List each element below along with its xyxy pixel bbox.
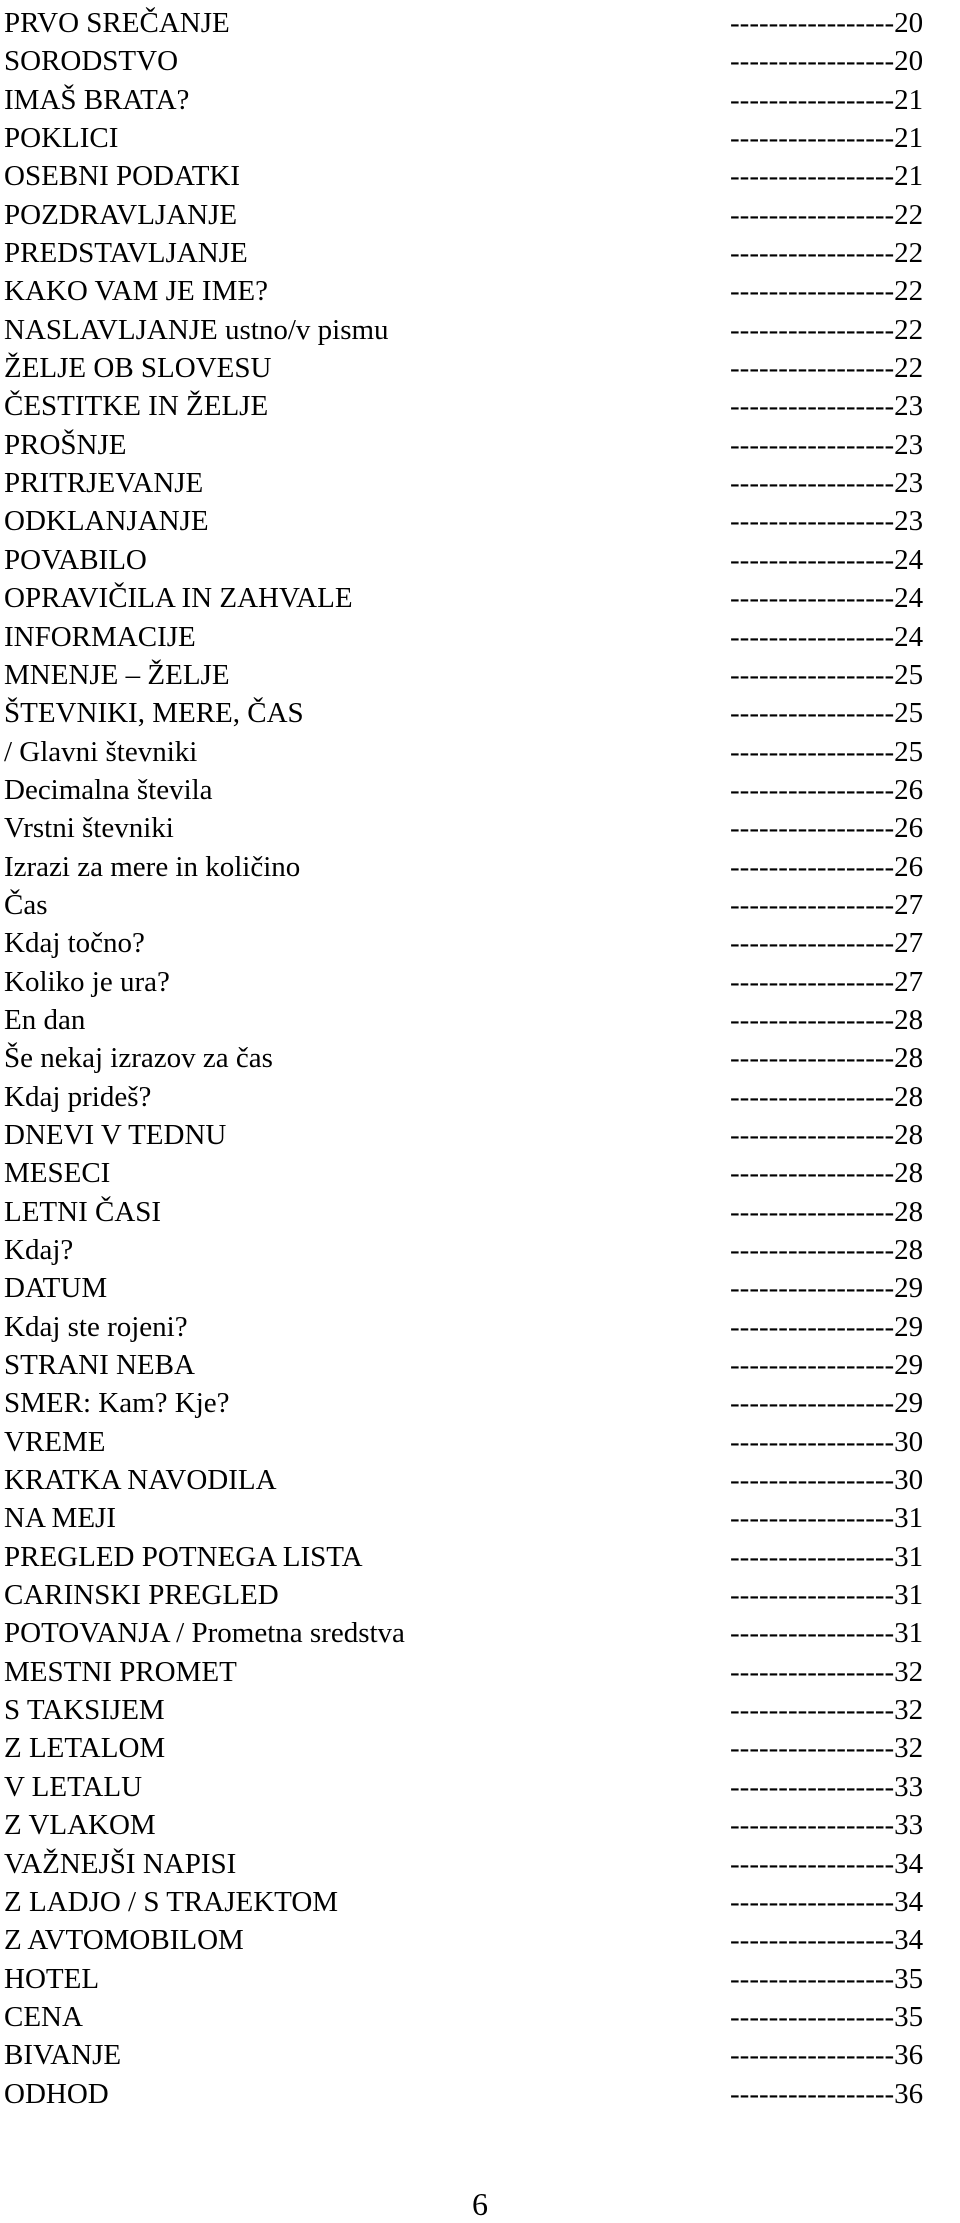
toc-entry-page-leader: -----------------25 [730,658,924,691]
toc-entry-title: Izrazi za mere in količino [4,850,301,883]
toc-entry-page-leader: -----------------22 [730,275,924,308]
toc-entry-title: En dan [4,1003,86,1036]
toc-entry-page-leader: -----------------24 [730,620,924,653]
toc-entry-page-leader: -----------------22 [730,237,924,270]
toc-entry-page-leader: -----------------33 [730,1809,924,1842]
toc-entry-title: OSEBNI PODATKI [4,160,241,193]
toc-entry-title: MESECI [4,1157,111,1190]
toc-entry-title: BIVANJE [4,2039,122,2072]
toc-entry-title: POKLICI [4,122,119,155]
toc-entry-title: NASLAVLJANJE ustno/v pismu [4,313,389,346]
toc-entry [4,4,954,42]
toc-entry-page-leader: -----------------34 [730,1885,924,1918]
toc-entry-page-leader: -----------------27 [730,888,924,921]
toc-entry [4,1308,954,1346]
toc-entry [4,1269,954,1307]
toc-entry [4,1576,954,1614]
toc-entry-title: PRVO SREČANJE [4,7,230,39]
toc-entry-page-leader: -----------------21 [730,122,924,155]
toc-entry-page-leader: -----------------34 [730,1847,924,1880]
toc-entry [4,656,954,694]
toc-entry-title: Še nekaj izrazov za čas [4,1042,273,1075]
toc-entry-title: Z VLAKOM [4,1809,156,1842]
toc-entry-title: ŠTEVNIKI, MERE, ČAS [4,697,304,730]
toc-entry-title: Kdaj prideš? [4,1080,152,1113]
toc-entry [4,1729,954,1767]
toc-entry-title: S TAKSIJEM [4,1694,165,1727]
toc-entry-page-leader: -----------------23 [730,390,924,423]
toc-entry-page-leader: -----------------22 [730,352,924,385]
toc-entry-title: HOTEL [4,1962,100,1995]
toc-entry [4,1116,954,1154]
toc-entry-title: Z LETALOM [4,1732,166,1765]
toc-entry [4,311,954,349]
toc-entry-page-leader: -----------------30 [730,1464,924,1497]
toc-entry [4,81,954,119]
table-of-contents [4,4,954,2113]
toc-entry [4,848,954,886]
toc-entry [4,1499,954,1537]
toc-entry-page-leader: -----------------28 [730,1003,924,1036]
toc-entry [4,1039,954,1077]
toc-entry [4,2036,954,2074]
toc-entry [4,426,954,464]
toc-entry-title: VREME [4,1425,106,1458]
toc-entry-page-leader: -----------------23 [730,505,924,538]
toc-entry-title: POVABILO [4,543,147,576]
toc-entry-page-leader: -----------------26 [730,773,924,806]
toc-entry [4,1883,954,1921]
toc-entry [4,694,954,732]
toc-entry [4,42,954,80]
toc-entry-title: Decimalna števila [4,773,213,806]
toc-entry [4,618,954,656]
toc-entry [4,1078,954,1116]
toc-entry-title: MESTNI PROMET [4,1655,237,1688]
toc-entry [4,1154,954,1192]
toc-entry-page-leader: -----------------24 [730,582,924,615]
toc-entry-page-leader: -----------------20 [730,7,924,39]
toc-entry-page-leader: -----------------22 [730,313,924,346]
toc-entry-title: ODHOD [4,2077,109,2110]
toc-entry-title: KRATKA NAVODILA [4,1464,277,1497]
toc-entry-page-leader: -----------------29 [730,1310,924,1343]
toc-entry-title: STRANI NEBA [4,1349,195,1382]
toc-entry-title: Z LADJO / S TRAJEKTOM [4,1885,339,1918]
toc-entry [4,1960,954,1998]
toc-entry-page-leader: -----------------28 [730,1157,924,1190]
toc-entry [4,886,954,924]
toc-entry-page-leader: -----------------29 [730,1272,924,1305]
toc-entry-title: / Glavni števniki [4,735,198,768]
toc-entry-title: ŽELJE OB SLOVESU [4,352,272,385]
toc-entry-page-leader: -----------------31 [730,1617,924,1650]
toc-entry [4,579,954,617]
toc-entry-title: SORODSTVO [4,45,179,78]
toc-entry-page-leader: -----------------27 [730,965,924,998]
toc-entry [4,1423,954,1461]
toc-entry-page-leader: -----------------21 [730,160,924,193]
toc-entry-page-leader: -----------------24 [730,543,924,576]
toc-entry-page-leader: -----------------30 [730,1425,924,1458]
toc-entry-page-leader: -----------------29 [730,1349,924,1382]
toc-entry [4,1346,954,1384]
toc-entry-title: Kdaj? [4,1234,74,1266]
toc-entry [4,1998,954,2036]
toc-entry-title: MNENJE – ŽELJE [4,658,230,691]
toc-entry [4,963,954,1001]
toc-entry-page-leader: -----------------25 [730,735,924,768]
toc-entry-title: PROŠNJE [4,428,127,461]
toc-entry [4,1653,954,1691]
toc-entry-page-leader: -----------------32 [730,1732,924,1765]
toc-entry-page-leader: -----------------28 [730,1234,924,1266]
toc-entry [4,234,954,272]
toc-entry-title: PRITRJEVANJE [4,467,204,500]
toc-entry-title: POZDRAVLJANJE [4,198,238,231]
toc-entry [4,502,954,540]
toc-entry-title: Kdaj ste rojeni? [4,1310,188,1343]
toc-entry-title: CARINSKI PREGLED [4,1579,279,1612]
toc-entry-page-leader: -----------------26 [730,850,924,883]
toc-entry [4,387,954,425]
toc-entry-page-leader: -----------------28 [730,1195,924,1228]
toc-entry-page-leader: -----------------25 [730,697,924,730]
toc-entry [4,1614,954,1652]
toc-entry-title: Vrstni števniki [4,812,174,845]
toc-entry-page-leader: -----------------29 [730,1387,924,1420]
toc-entry [4,1384,954,1422]
toc-entry [4,1461,954,1499]
toc-entry [4,733,954,771]
toc-entry-title: PREGLED POTNEGA LISTA [4,1540,363,1573]
toc-entry [4,809,954,847]
page-number: 6 [472,2186,488,2222]
toc-entry-page-leader: -----------------23 [730,467,924,500]
toc-entry-page-leader: -----------------36 [730,2039,924,2072]
toc-entry-page-leader: -----------------34 [730,1924,924,1957]
toc-entry-title: V LETALU [4,1770,143,1803]
toc-entry-page-leader: -----------------35 [730,1962,924,1995]
toc-entry [4,196,954,234]
toc-entry [4,2075,954,2113]
toc-entry [4,464,954,502]
toc-entry-page-leader: -----------------28 [730,1080,924,1113]
toc-entry-page-leader: -----------------23 [730,428,924,461]
toc-entry-page-leader: -----------------32 [730,1655,924,1688]
toc-entry-title: OPRAVIČILA IN ZAHVALE [4,582,353,615]
toc-entry-title: CENA [4,2000,83,2033]
toc-entry-page-leader: -----------------32 [730,1694,924,1727]
toc-entry-title: VAŽNEJŠI NAPISI [4,1847,237,1880]
toc-entry-page-leader: -----------------31 [730,1540,924,1573]
toc-entry [4,1691,954,1729]
toc-entry-page-leader: -----------------35 [730,2000,924,2033]
toc-entry-title: Koliko je ura? [4,965,170,998]
toc-entry-title: ODKLANJANJE [4,505,209,538]
toc-entry-title: LETNI ČASI [4,1195,162,1228]
toc-entry-title: DATUM [4,1272,108,1305]
toc-entry-page-leader: -----------------27 [730,927,924,960]
toc-entry [4,924,954,962]
toc-entry [4,119,954,157]
toc-entry [4,1231,954,1269]
toc-entry-title: POTOVANJA / Prometna sredstva [4,1617,405,1650]
toc-entry [4,272,954,310]
toc-entry-title: Čas [4,888,48,921]
toc-entry-page-leader: -----------------36 [730,2077,924,2110]
toc-entry-title: KAKO VAM JE IME? [4,275,268,308]
toc-entry-page-leader: -----------------31 [730,1502,924,1535]
toc-entry-title: SMER: Kam? Kje? [4,1387,230,1420]
toc-entry-title: Kdaj točno? [4,927,145,960]
toc-entry-page-leader: -----------------20 [730,45,924,78]
toc-entry-title: IMAŠ BRATA? [4,83,190,116]
toc-entry-page-leader: -----------------22 [730,198,924,231]
toc-entry-page-leader: -----------------21 [730,83,924,116]
toc-entry-page-leader: -----------------26 [730,812,924,845]
toc-entry-page-leader: -----------------33 [730,1770,924,1803]
toc-entry [4,771,954,809]
toc-entry [4,1845,954,1883]
toc-entry [4,1001,954,1039]
toc-entry [4,1193,954,1231]
toc-entry [4,1768,954,1806]
toc-entry-page-leader: -----------------31 [730,1579,924,1612]
toc-entry [4,349,954,387]
toc-entry-title: DNEVI V TEDNU [4,1118,227,1151]
toc-entry [4,541,954,579]
toc-entry [4,1921,954,1959]
toc-entry-title: PREDSTAVLJANJE [4,237,248,270]
toc-entry [4,157,954,195]
toc-entry [4,1806,954,1844]
toc-entry-title: INFORMACIJE [4,620,196,653]
toc-entry-page-leader: -----------------28 [730,1118,924,1151]
toc-entry-title: NA MEJI [4,1502,116,1535]
toc-entry [4,1538,954,1576]
toc-entry-title: Z AVTOMOBILOM [4,1924,244,1957]
toc-entry-title: ČESTITKE IN ŽELJE [4,390,269,423]
toc-entry-page-leader: -----------------28 [730,1042,924,1075]
